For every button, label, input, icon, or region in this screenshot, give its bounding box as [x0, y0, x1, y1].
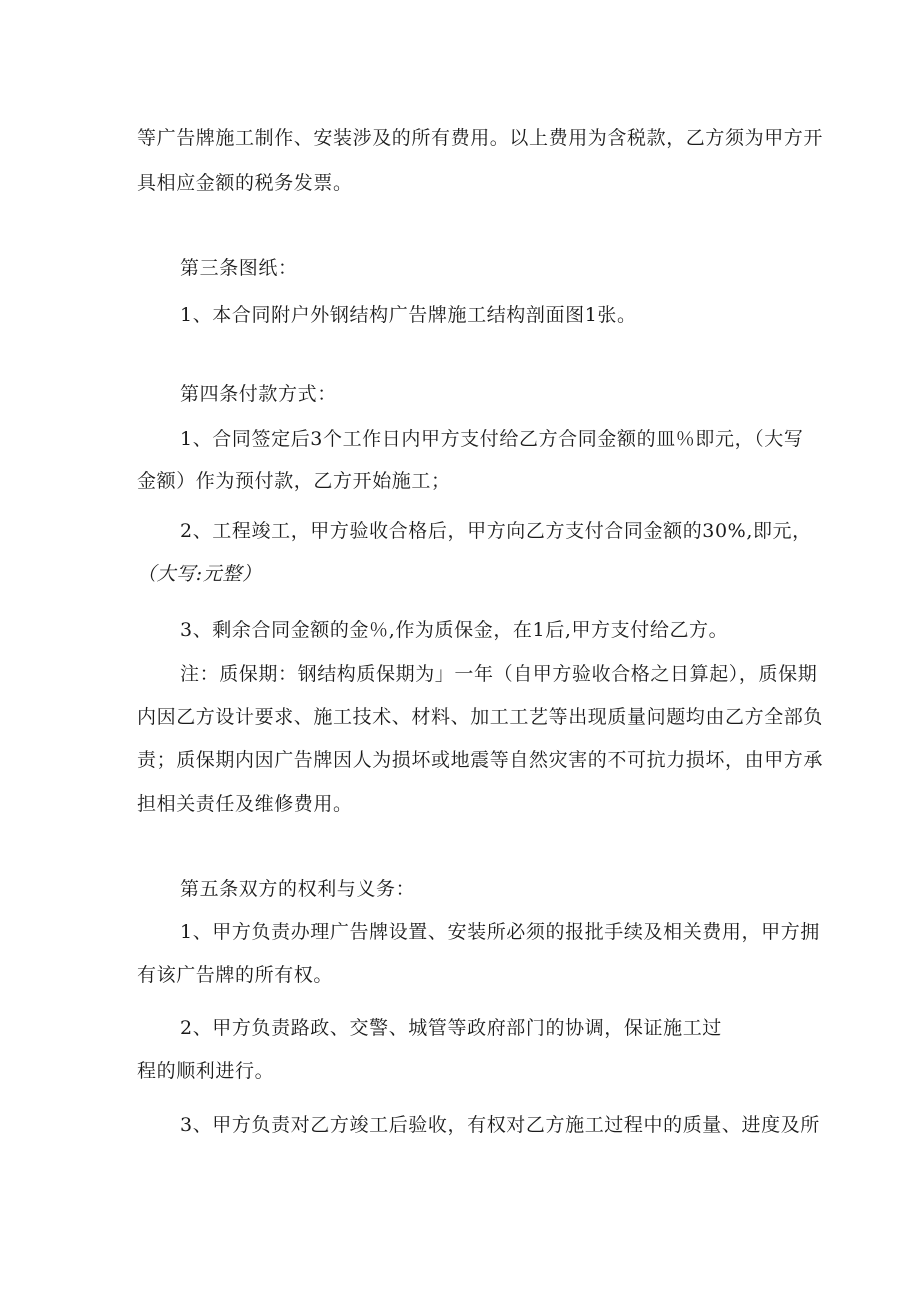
section-heading: 第四条付款方式：	[180, 383, 337, 405]
note-line: 担相关责任及维修费用。	[137, 793, 353, 815]
paragraph-line: 1、合同签定后3个工作日内甲方支付给乙方合同金额的皿％即元，（大写	[180, 428, 804, 450]
note-line: 内因乙方设计要求、施工技术、材料、加工工艺等出现质量问题均由乙方全部负	[137, 706, 824, 728]
note-line: 责；质保期内因广告牌因人为损坏或地震等自然灾害的不可抗力损坏，由甲方承	[137, 749, 824, 771]
paragraph-line: 3、剩余合同金额的金％,作为质保金，在1后,甲方支付给乙方。	[180, 619, 729, 641]
paragraph-line: 2、甲方负责路政、交警、城管等政府部门的协调，保证施工过	[180, 1017, 722, 1039]
paragraph-line: 具相应金额的税务发票。	[137, 172, 353, 194]
paragraph-line: 2、工程竣工，甲方验收合格后，甲方向乙方支付合同金额的30%,即元，	[180, 520, 812, 542]
note-line: 注：质保期：钢结构质保期为」一年（自甲方验收合格之日算起），质保期	[180, 663, 818, 685]
paragraph-line: 1、甲方负责办理广告牌设置、安装所必须的报批手续及相关费用，甲方拥	[180, 921, 820, 943]
paragraph-line: 程的顺利进行。	[137, 1060, 275, 1082]
section-heading: 第三条图纸：	[180, 257, 298, 279]
section-heading: 第五条双方的权利与义务：	[180, 878, 416, 900]
paragraph-line: 等广告牌施工制作、安装涉及的所有费用。以上费用为含税款，乙方须为甲方开	[137, 127, 824, 149]
paragraph-line: （大写:元整）	[137, 563, 262, 585]
paragraph-line: 有该广告牌的所有权。	[137, 964, 334, 986]
paragraph-line: 金额）作为预付款，乙方开始施工；	[137, 470, 451, 492]
paragraph-line: 1、本合同附户外钢结构广告牌施工结构剖面图1张。	[180, 304, 637, 326]
paragraph-line: 3、甲方负责对乙方竣工后验收，有权对乙方施工过程中的质量、进度及所	[180, 1114, 820, 1136]
